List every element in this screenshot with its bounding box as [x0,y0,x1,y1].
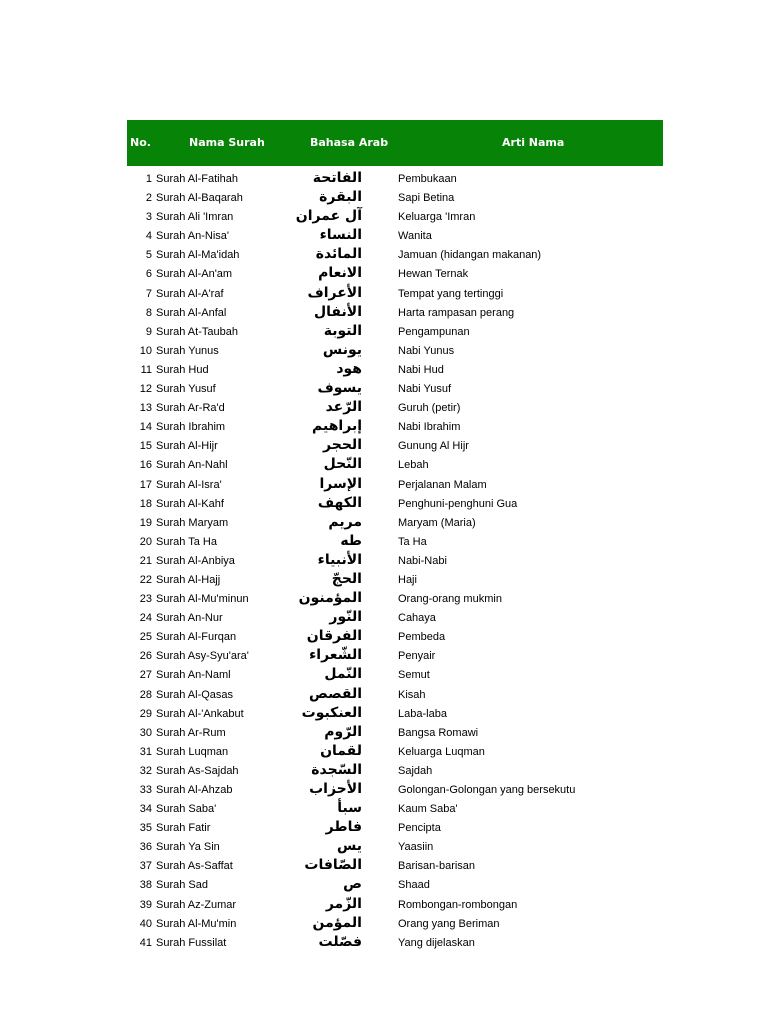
surah-meaning: Orang yang Beriman [398,917,500,930]
surah-arabic-name: ص [343,876,362,893]
surah-arabic-name: الفرقان [306,628,362,645]
surah-meaning: Pembeda [398,631,446,644]
table-row [127,724,663,743]
table-row [127,800,663,819]
surah-name: Surah An-Nisa' [156,230,230,243]
surah-arabic-name: القصص [308,685,362,702]
surah-meaning: Haji [398,573,417,586]
surah-meaning: Penyair [398,650,436,663]
surah-meaning: Pembukaan [398,173,457,185]
surah-meaning: Golongan-Golongan yang bersekutu [398,784,576,796]
table-row [127,495,663,514]
table-row [127,227,663,246]
surah-meaning: Nabi Yusuf [398,383,452,396]
surah-arabic-name: الرّوم [324,723,362,740]
surah-name: Surah Luqman [156,745,229,758]
surah-name: Surah Al-Furqan [156,631,237,644]
row-number: 30 [139,726,152,739]
surah-arabic-name: الشّعراء [309,647,362,664]
surah-arabic-name: فاطر [325,819,362,836]
surah-name: Surah Al-An'am [156,268,233,281]
table-row [127,418,663,437]
surah-meaning: Nabi Yunus [398,344,455,357]
table-row [127,686,663,705]
row-number: 14 [139,421,152,434]
surah-name: Surah Al-A'raf [156,287,224,300]
row-number: 38 [139,879,152,892]
table-row [127,819,663,838]
surah-arabic-name: النساء [319,227,362,244]
row-number: 7 [145,287,152,300]
surah-name: Surah Al-Hijr [156,440,218,453]
surah-meaning: Tempat yang tertinggi [398,287,504,300]
surah-meaning: Yaasiin [398,841,434,854]
table-row [127,285,663,304]
surah-arabic-name: الكهف [317,494,362,511]
surah-arabic-name: النّور [329,609,362,626]
table-row [127,437,663,456]
table-row [127,361,663,380]
table-row [127,514,663,533]
header-nama-surah: Nama Surah [189,136,265,149]
surah-arabic-name: طه [340,532,362,549]
surah-meaning: Rombongan-rombongan [398,898,518,911]
surah-meaning: Lebah [398,459,429,472]
surah-meaning: Keluarga Luqman [398,745,485,758]
row-number: 20 [139,535,152,548]
surah-arabic-name: المائدة [315,246,362,263]
surah-arabic-name: الرّعد [325,399,362,416]
surah-name: Surah Al-Kahf [156,497,224,510]
row-number: 35 [139,822,152,835]
surah-meaning: Gunung Al Hijr [398,440,469,453]
surah-meaning: Nabi Ibrahim [398,421,461,434]
surah-arabic-name: المؤمنون [298,590,362,607]
surah-name: Surah Saba' [156,803,217,816]
surah-name: Surah Sad [156,879,208,892]
table-row [127,743,663,762]
table-row [127,590,663,609]
surah-meaning: Ta Ha [398,535,427,548]
surah-meaning: Nabi-Nabi [398,554,447,567]
surah-meaning: Semut [398,669,430,682]
table-row [127,838,663,857]
surah-arabic-name: الصّافات [304,857,362,874]
surah-name: Surah As-Saffat [156,860,233,873]
surah-meaning: Bangsa Romawi [398,726,479,739]
row-number: 40 [139,917,152,930]
table-header [127,120,663,166]
row-number: 31 [139,745,152,758]
surah-name: Surah Ar-Ra'd [156,402,225,415]
surah-meaning: Pengampunan [398,325,470,338]
row-number: 23 [139,593,152,606]
header-no: No. [130,136,151,149]
surah-name: Surah An-Nur [156,612,223,625]
surah-name: Surah Ibrahim [156,421,226,434]
table-row [127,265,663,284]
surah-name: Surah Ya Sin [156,841,220,854]
surah-arabic-name: الانعام [318,265,362,282]
table-row [127,934,663,953]
table-row [127,762,663,781]
table-row [127,857,663,876]
table-row [127,647,663,666]
surah-meaning: Kisah [398,688,426,701]
surah-arabic-name: يسوف [317,380,362,397]
table-row [127,476,663,495]
surah-meaning: Jamuan (hidangan makanan) [398,249,542,262]
surah-meaning: Harta rampasan perang [398,306,515,319]
surah-meaning: Keluarga 'Imran [398,211,476,224]
surah-arabic-name: الزّمر [325,895,362,912]
surah-meaning: Barisan-barisan [398,860,476,873]
table-row [127,304,663,323]
surah-meaning: Cahaya [398,612,436,625]
row-number: 13 [139,402,152,415]
header-bahasa-arab: Bahasa Arab [310,136,389,149]
surah-arabic-name: الحجر [323,437,362,454]
surah-name: Surah Maryam [156,516,229,529]
table-row [127,666,663,685]
table-row [127,208,663,227]
surah-meaning: Laba-laba [398,707,447,720]
surah-arabic-name: النّمل [324,666,362,683]
table-row [127,189,663,208]
surah-arabic-name: يونس [322,341,362,358]
row-number: 5 [145,249,152,262]
surah-meaning: Yang dijelaskan [398,936,475,949]
table-row [127,705,663,724]
table-row [127,533,663,552]
surah-arabic-name: الأنفال [314,303,362,320]
surah-meaning: Guruh (petir) [398,402,461,415]
row-number: 36 [139,841,152,854]
row-number: 3 [145,211,152,224]
row-number: 33 [139,784,152,796]
row-number: 28 [139,688,152,701]
surah-name: Surah Al-Anfal [156,306,227,319]
row-number: 8 [145,306,152,319]
surah-meaning: Hewan Ternak [398,268,469,281]
surah-arabic-name: الأنبياء [317,551,362,568]
surah-meaning: Wanita [398,230,432,243]
table-row [127,399,663,418]
table-row [127,170,663,189]
surah-arabic-name: البقرة [319,189,362,206]
surah-name: Surah Al-Hajj [156,573,221,586]
table-row [127,781,663,800]
surah-arabic-name: هود [336,360,362,377]
row-number: 10 [139,344,152,357]
row-number: 27 [139,669,152,682]
surah-arabic-name: التوبة [323,322,362,339]
table-row [127,552,663,571]
surah-arabic-name: الأعراف [307,284,362,301]
table-row [127,380,663,399]
surah-name: Surah Al-Anbiya [156,554,235,567]
surah-name: Surah Yunus [156,344,219,357]
surah-arabic-name: الأحزاب [309,781,362,797]
surah-name: Surah Fatir [156,822,211,835]
surah-name: Surah Al-Fatihah [156,173,238,185]
table-row [127,896,663,915]
surah-meaning: Pencipta [398,822,441,835]
table-row [127,609,663,628]
row-number: 32 [139,764,152,777]
surah-arabic-name: الفاتحة [312,170,362,186]
table-row [127,246,663,265]
surah-name: Surah Ta Ha [156,535,217,548]
table-row [127,342,663,361]
table-row [127,876,663,895]
row-number: 16 [139,459,152,472]
row-number: 6 [145,268,152,281]
surah-name: Surah Al-'Ankabut [156,707,244,720]
surah-name: Surah Asy-Syu'ara' [156,650,249,663]
surah-arabic-name: الحجّ [331,570,362,587]
table-row [127,628,663,647]
surah-name: Surah Al-Ahzab [156,784,233,796]
row-number: 12 [139,383,152,396]
surah-name: Surah Hud [156,363,209,376]
surah-arabic-name: لقمان [320,742,362,759]
surah-arabic-name: العنكبوت [301,704,362,721]
surah-meaning: Kaum Saba' [398,803,458,816]
surah-name: Surah Al-Baqarah [156,192,243,205]
surah-meaning: Perjalanan Malam [398,478,487,491]
surah-name: Surah Ali 'Imran [156,211,234,224]
row-number: 34 [139,803,152,816]
surah-name: Surah Al-Qasas [156,688,234,701]
row-number: 29 [139,707,152,720]
table-row [127,456,663,475]
row-number: 41 [139,936,152,949]
surah-name: Surah An-Naml [156,669,231,682]
surah-table [127,120,663,953]
surah-arabic-name: المؤمن [312,914,362,931]
row-number: 2 [145,192,152,205]
row-number: 37 [139,860,152,873]
table-row [127,323,663,342]
surah-name: Surah An-Nahl [156,459,228,472]
surah-name: Surah At-Taubah [156,325,238,338]
surah-arabic-name: سبأ [337,800,362,817]
surah-name: Surah Al-Mu'minun [156,593,249,606]
surah-meaning: Sajdah [398,764,433,777]
table-row [127,915,663,934]
surah-meaning: Nabi Hud [398,363,444,376]
row-number: 18 [139,497,152,510]
surah-name: Surah Yusuf [156,383,216,396]
surah-arabic-name: الإسرا [319,475,362,492]
row-number: 26 [139,650,152,663]
surah-meaning: Shaad [398,879,430,892]
row-number: 9 [145,325,152,338]
surah-arabic-name: مريم [328,513,362,530]
row-number: 24 [139,612,152,625]
header-arti-nama: Arti Nama [502,136,565,149]
row-number: 25 [139,631,152,644]
surah-meaning: Penghuni-penghuni Gua [398,497,518,510]
row-number: 15 [139,440,152,453]
surah-arabic-name: يس [336,838,362,855]
surah-arabic-name: آل عمران [295,208,362,225]
surah-name: Surah Az-Zumar [156,898,237,911]
surah-arabic-name: السّجدة [311,761,362,778]
surah-arabic-name: النّحل [323,456,362,473]
row-number: 1 [145,173,152,185]
surah-name: Surah Al-Ma'idah [156,249,240,262]
surah-name: Surah Al-Isra' [156,478,222,491]
row-number: 21 [139,554,152,567]
row-number: 39 [139,898,152,911]
surah-meaning: Sapi Betina [398,192,455,205]
surah-arabic-name: إبراهيم [312,418,362,435]
surah-meaning: Maryam (Maria) [398,516,476,529]
row-number: 17 [139,478,152,491]
surah-name: Surah Ar-Rum [156,726,226,739]
surah-arabic-name: فصّلت [318,933,362,950]
row-number: 22 [139,573,152,586]
row-number: 4 [145,230,152,243]
surah-name: Surah As-Sajdah [156,764,239,777]
table-body [127,166,663,953]
surah-meaning: Orang-orang mukmin [398,593,502,606]
row-number: 19 [139,516,152,529]
surah-name: Surah Fussilat [156,936,227,949]
table-row [127,571,663,590]
row-number: 11 [140,363,152,376]
surah-name: Surah Al-Mu'min [156,917,237,930]
